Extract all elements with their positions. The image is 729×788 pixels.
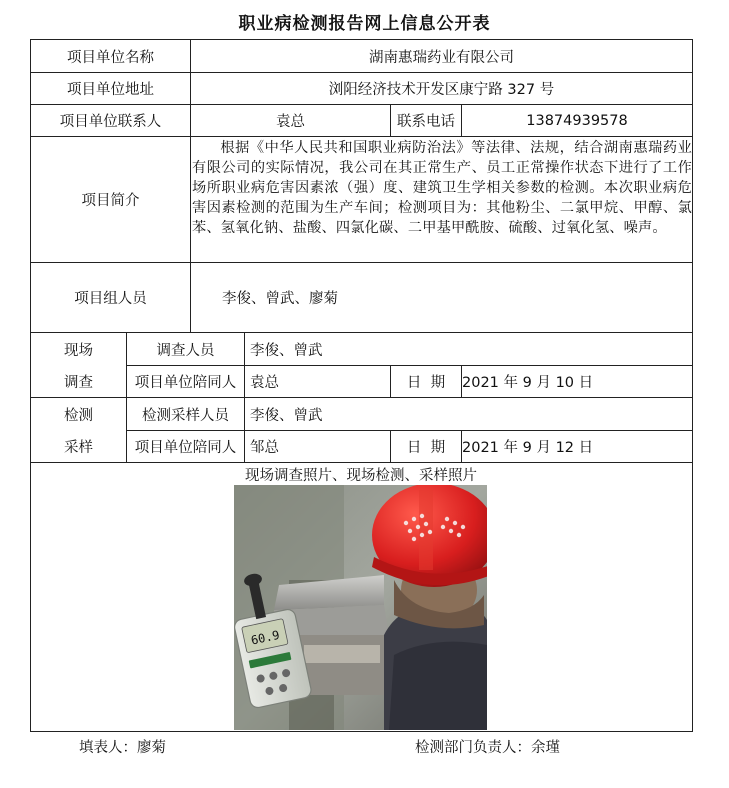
contact-label: 项目单位联系人 [59, 114, 162, 130]
phone-label: 联系电话 [397, 114, 455, 130]
survey-date-value: 2021 年 9 月 10 日 [462, 375, 594, 391]
survey-date-label: 日 期 [406, 375, 446, 391]
survey-label-line2: 调查 [64, 375, 93, 391]
survey-label-line1: 现场 [64, 342, 93, 359]
contact-value: 袁总 [276, 114, 305, 130]
team-value: 李俊、曾武、廖菊 [222, 291, 338, 307]
sampling-escort-value: 邹总 [250, 440, 279, 456]
unit-address-label: 项目单位地址 [67, 82, 154, 98]
survey-staff-value: 李俊、曾武 [250, 342, 323, 359]
photo-caption: 现场调查照片、现场检测、采样照片 [245, 468, 477, 484]
intro-text: 根据《中华人民共和国职业病防治法》等法律、法规，结合湖南惠瑞药业有限公司的实际情况，我公司在其正常生产、员工正常操作状态下进行了工作场所职业病危害因素浓（强）度、建筑卫生学相关参数的检测。本次职业病危害因素检测的范围为生产车间；检测项目为：其他粉尘、二氯甲烷、甲醇、氯苯、氢氧化钠、盐酸、四氯化碳、二甲基甲酰胺、硫酸、过氧化氢、噪声。 [192, 140, 692, 236]
unit-name-label: 项目单位名称 [67, 49, 154, 66]
phone-value: 13874939578 [526, 112, 628, 129]
sampling-escort-label: 项目单位陪同人 [134, 440, 237, 456]
team-label: 项目组人员 [74, 291, 147, 307]
sampling-label-line2: 采样 [64, 440, 93, 456]
sampling-label-line1: 检测 [64, 407, 93, 424]
document-title: 职业病检测报告网上信息公开表 [238, 14, 491, 34]
site-photo [234, 485, 487, 730]
unit-address-value: 浏阳经济技术开发区康宁路 327 号 [328, 82, 555, 98]
intro-label: 项目简介 [81, 193, 140, 209]
sampling-date-value: 2021 年 9 月 12 日 [462, 440, 594, 456]
sampling-date-label: 日 期 [406, 440, 446, 456]
sampling-staff-value: 李俊、曾武 [250, 407, 323, 424]
survey-staff-label: 调查人员 [156, 342, 215, 359]
sampling-staff-label: 检测采样人员 [142, 407, 229, 424]
meter-display: 60.9 [249, 627, 281, 648]
survey-escort-value: 袁总 [250, 375, 279, 391]
unit-name-value: 湖南惠瑞药业有限公司 [369, 49, 514, 66]
survey-escort-label: 项目单位陪同人 [134, 375, 237, 391]
form-filler: 填表人：廖菊 [79, 740, 166, 756]
department-head: 检测部门负责人：余瑾 [415, 740, 560, 756]
